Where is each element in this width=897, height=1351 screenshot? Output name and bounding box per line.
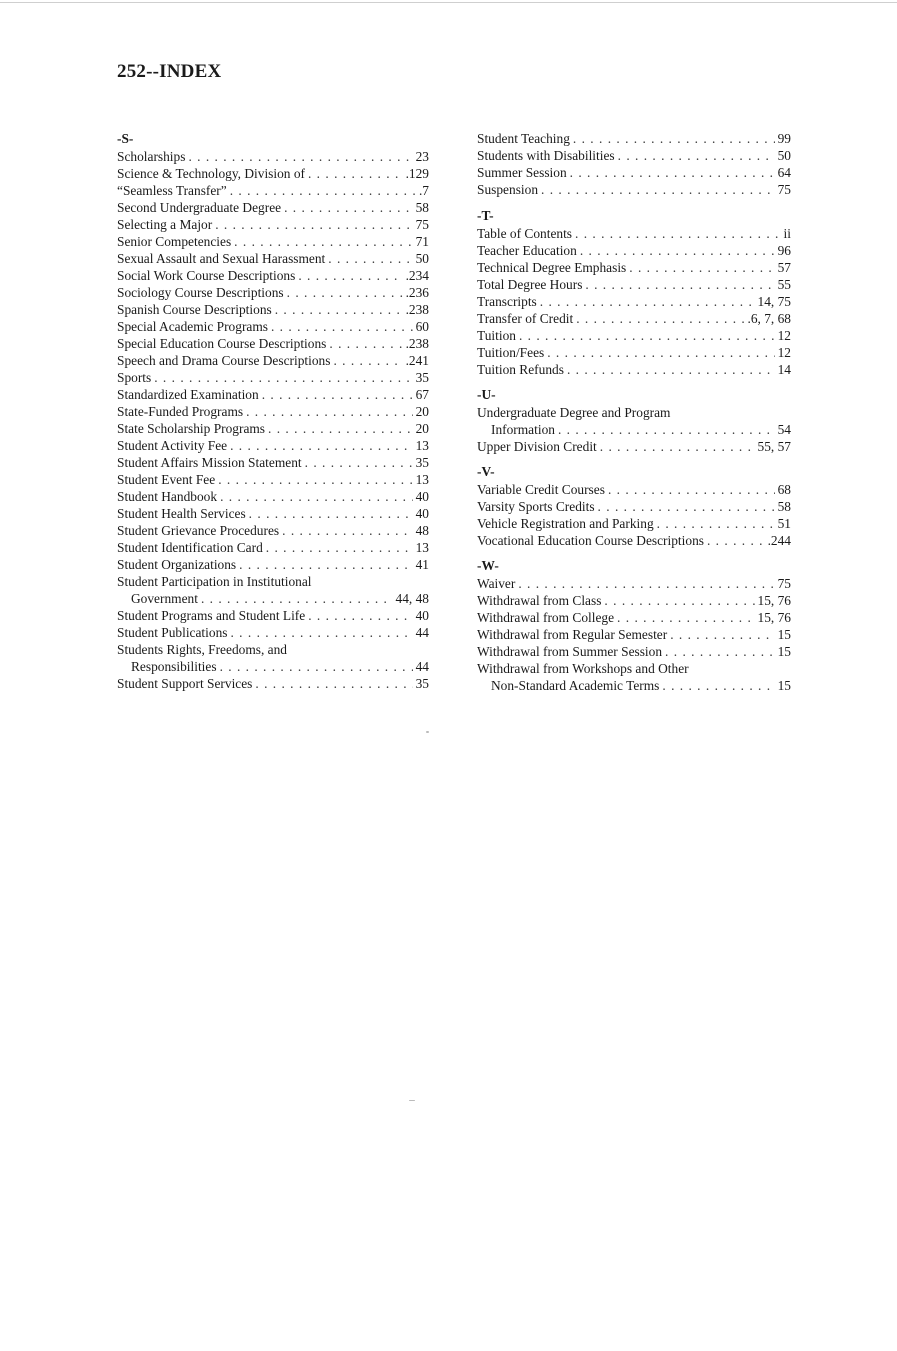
index-entry xyxy=(477,181,791,198)
index-entry-continuation xyxy=(477,421,791,438)
dot-leader xyxy=(547,344,774,361)
index-entry xyxy=(117,250,429,267)
index-entry-page: 41 xyxy=(415,557,429,572)
index-entry-continuation xyxy=(477,677,791,694)
index-entry-term: Standardized Examination xyxy=(117,387,259,402)
index-entry-term: Student Handbook xyxy=(117,489,218,504)
index-entry-term: Withdrawal from Regular Semester xyxy=(477,627,668,642)
index-entry-page: 15, 76 xyxy=(757,593,791,608)
index-entry-page: 57 xyxy=(777,260,791,275)
index-entry-page: 50 xyxy=(415,251,429,266)
section-letter-heading: -V- xyxy=(477,464,495,479)
dot-leader xyxy=(271,318,413,335)
index-entry xyxy=(477,515,791,532)
dot-leader xyxy=(328,250,412,267)
index-entry-page: 55 xyxy=(777,277,791,292)
index-entry xyxy=(117,556,429,573)
section-letter-heading: -S- xyxy=(117,131,134,146)
dot-leader xyxy=(333,352,402,369)
index-entry-term: State Scholarship Programs xyxy=(117,421,266,436)
index-entry-term: Table of Contents xyxy=(477,226,573,241)
index-entry-term: Summer Session xyxy=(477,165,567,180)
index-entry xyxy=(477,147,791,164)
dot-leader xyxy=(305,454,413,471)
index-section xyxy=(477,557,791,694)
index-entry-page: 20 xyxy=(415,404,429,419)
section-letter-heading: -U- xyxy=(477,387,496,402)
dot-leader xyxy=(585,276,774,293)
index-entry xyxy=(477,361,791,378)
index-section xyxy=(477,207,791,378)
index-entry-term: Student Affairs Mission Statement xyxy=(117,455,302,470)
index-entry xyxy=(117,352,429,369)
index-entry-page: 55, 57 xyxy=(757,439,791,454)
index-entry xyxy=(117,539,429,556)
index-entry xyxy=(117,199,429,216)
index-section xyxy=(477,386,791,455)
index-entry-term: Senior Competencies xyxy=(117,234,232,249)
index-entry xyxy=(117,267,429,284)
index-entry-page: 14 xyxy=(777,362,791,377)
index-entry-term: Withdrawal from College xyxy=(477,610,615,625)
index-entry-term: Selecting a Major xyxy=(117,217,213,232)
index-entry xyxy=(477,276,791,293)
dot-leader xyxy=(284,199,413,216)
index-entry xyxy=(117,454,429,471)
index-entry-page: 15, 76 xyxy=(757,610,791,625)
index-entry-term: Social Work Course Descriptions xyxy=(117,268,296,283)
index-entry-page: 96 xyxy=(777,243,791,258)
index-entry xyxy=(117,522,429,539)
index-entry-page: 15 xyxy=(777,678,791,693)
index-entry-term: Sociology Course Descriptions xyxy=(117,285,284,300)
index-entry-page: 75 xyxy=(777,576,791,591)
index-entry-term: Speech and Drama Course Descriptions xyxy=(117,353,331,368)
dot-leader xyxy=(215,216,412,233)
index-entry-page: 54 xyxy=(777,422,791,437)
dot-leader xyxy=(220,488,413,505)
dot-leader xyxy=(201,590,393,607)
index-entry-term: Student Support Services xyxy=(117,676,253,691)
dot-leader xyxy=(308,607,412,624)
dot-leader xyxy=(657,515,775,532)
index-entry xyxy=(117,641,429,675)
index-entry-page: 12 xyxy=(777,345,791,360)
index-entry-page: 35 xyxy=(415,370,429,385)
index-entry-term: Withdrawal from Summer Session xyxy=(477,644,663,659)
index-entry xyxy=(477,404,791,438)
dot-leader xyxy=(618,147,775,164)
dot-leader xyxy=(617,609,754,626)
dot-leader xyxy=(558,421,775,438)
index-entry xyxy=(117,488,429,505)
index-entry xyxy=(117,607,429,624)
index-entry-page: 68 xyxy=(777,482,791,497)
index-entry xyxy=(117,675,429,692)
index-entry xyxy=(477,626,791,643)
index-entry-term: Special Academic Programs xyxy=(117,319,268,334)
index-entry-page: 44 xyxy=(415,625,429,640)
index-entry-term: Withdrawal from Class xyxy=(477,593,602,608)
dot-leader xyxy=(220,658,413,675)
index-entry-page: 15 xyxy=(777,627,791,642)
index-entry xyxy=(477,481,791,498)
dot-leader xyxy=(575,225,781,242)
index-entry-page: 50 xyxy=(777,148,791,163)
index-entry-page: .238 xyxy=(405,336,429,351)
dot-leader xyxy=(573,130,775,147)
index-entry-term: Withdrawal from Workshops and Other xyxy=(477,661,689,676)
index-entry xyxy=(117,335,429,352)
index-entry-term-continued: Responsibilities xyxy=(131,659,217,674)
index-entry-page: 13 xyxy=(415,540,429,555)
dot-leader xyxy=(519,327,775,344)
index-entry-page: 35 xyxy=(415,676,429,691)
dot-leader xyxy=(567,361,775,378)
index-entry-page: 75 xyxy=(777,182,791,197)
dot-leader xyxy=(541,181,775,198)
index-entry-page: 44, 48 xyxy=(395,591,429,606)
index-entry-page: 51 xyxy=(777,516,791,531)
dot-leader xyxy=(230,624,412,641)
index-entry-page: 14, 75 xyxy=(757,294,791,309)
index-entry xyxy=(477,259,791,276)
index-entry-term: Student Health Services xyxy=(117,506,246,521)
index-entry-page: .129 xyxy=(405,166,429,181)
section-letter-heading: -T- xyxy=(477,208,494,223)
dot-leader xyxy=(308,165,403,182)
index-entry xyxy=(117,386,429,403)
index-entry xyxy=(117,318,429,335)
index-entry-term: Students with Disabilities xyxy=(477,148,615,163)
index-column-right xyxy=(477,130,791,694)
index-entry-page: 20 xyxy=(415,421,429,436)
dot-leader xyxy=(540,293,755,310)
index-entry xyxy=(117,420,429,437)
index-entry-term: Student Grievance Procedures xyxy=(117,523,280,538)
index-entry xyxy=(477,327,791,344)
index-entry xyxy=(117,403,429,420)
dot-leader xyxy=(266,539,413,556)
index-entry xyxy=(477,660,791,694)
index-entry-page: 15 xyxy=(777,644,791,659)
dot-leader xyxy=(629,259,774,276)
index-entry-term: Spanish Course Descriptions xyxy=(117,302,272,317)
index-entry xyxy=(477,498,791,515)
index-entry-term: Tuition/Fees xyxy=(477,345,545,360)
index-entry-page: 99 xyxy=(777,131,791,146)
index-entry xyxy=(477,225,791,242)
index-entry-term: Suspension xyxy=(477,182,539,197)
index-entry-page: 13 xyxy=(415,472,429,487)
index-entry-page: 23 xyxy=(415,149,429,164)
dot-leader xyxy=(246,403,413,420)
index-entry-page: .234 xyxy=(405,268,429,283)
dot-leader xyxy=(576,310,744,327)
index-entry-page: 60 xyxy=(415,319,429,334)
index-entry-term: Tuition Refunds xyxy=(477,362,564,377)
index-entry xyxy=(117,573,429,607)
index-entry-term-continued: Non-Standard Academic Terms xyxy=(491,678,660,693)
index-entry-page: .244 xyxy=(767,533,791,548)
index-entry-page: 48 xyxy=(415,523,429,538)
index-entry-term: Student Event Fee xyxy=(117,472,216,487)
dot-leader xyxy=(268,420,413,437)
index-entry-page: 75 xyxy=(415,217,429,232)
dot-leader xyxy=(580,242,775,259)
dot-leader xyxy=(255,675,412,692)
index-entry-term: Vehicle Registration and Parking xyxy=(477,516,654,531)
index-entry xyxy=(117,182,429,199)
dot-leader xyxy=(239,556,412,573)
index-entry xyxy=(477,438,791,455)
index-entry xyxy=(117,437,429,454)
dot-leader xyxy=(249,505,413,522)
dot-leader xyxy=(298,267,402,284)
index-entry xyxy=(117,216,429,233)
dot-leader xyxy=(707,532,765,549)
dot-leader xyxy=(604,592,754,609)
dot-leader xyxy=(188,148,412,165)
index-entry-term: State-Funded Programs xyxy=(117,404,244,419)
index-column-left xyxy=(117,130,429,692)
index-entry-term: Student Participation in Institutional xyxy=(117,574,312,589)
dot-leader xyxy=(230,437,413,454)
index-entry-page: 64 xyxy=(777,165,791,180)
dot-leader xyxy=(670,626,774,643)
dot-leader xyxy=(598,498,775,515)
index-entry-page: 44 xyxy=(415,659,429,674)
index-entry xyxy=(477,310,791,327)
scan-speck xyxy=(426,731,429,733)
dot-leader xyxy=(275,301,403,318)
index-section xyxy=(477,130,791,198)
dot-leader xyxy=(230,182,416,199)
index-entry-term: Students Rights, Freedoms, and xyxy=(117,642,287,657)
index-entry-term: Transcripts xyxy=(477,294,537,309)
dot-leader xyxy=(154,369,412,386)
index-entry-page: 40 xyxy=(415,489,429,504)
index-entry-page: 71 xyxy=(415,234,429,249)
index-entry-term: Scholarships xyxy=(117,149,186,164)
top-border-rule xyxy=(0,2,897,3)
index-entry xyxy=(477,592,791,609)
dot-leader xyxy=(287,284,403,301)
index-entry-page: 35 xyxy=(415,455,429,470)
index-entry-term: Student Identification Card xyxy=(117,540,263,555)
index-entry-page: 40 xyxy=(415,608,429,623)
index-entry-page: 13 xyxy=(415,438,429,453)
index-entry-page: 40 xyxy=(415,506,429,521)
index-entry xyxy=(117,369,429,386)
index-entry xyxy=(117,233,429,250)
index-entry xyxy=(117,505,429,522)
index-entry-page: .241 xyxy=(405,353,429,368)
index-entry-term: Technical Degree Emphasis xyxy=(477,260,627,275)
index-entry xyxy=(117,148,429,165)
index-entry-term: Variable Credit Courses xyxy=(477,482,605,497)
scan-speck xyxy=(409,1100,415,1101)
index-entry-term: Student Programs and Student Life xyxy=(117,608,306,623)
index-entry-term: Science & Technology, Division of xyxy=(117,166,305,181)
index-entry xyxy=(477,344,791,361)
index-entry xyxy=(477,242,791,259)
index-entry-page: .238 xyxy=(405,302,429,317)
index-entry-term: Varsity Sports Credits xyxy=(477,499,595,514)
index-entry xyxy=(117,301,429,318)
dot-leader xyxy=(329,335,402,352)
dot-leader xyxy=(665,643,775,660)
index-entry xyxy=(117,624,429,641)
dot-leader xyxy=(570,164,775,181)
index-entry-page: ii xyxy=(783,226,791,241)
index-entry-term-continued: Information xyxy=(491,422,555,437)
index-entry-term: Special Education Course Descriptions xyxy=(117,336,327,351)
index-entry-term: Tuition xyxy=(477,328,516,343)
index-entry-page: .236 xyxy=(405,285,429,300)
index-entry-term: Waiver xyxy=(477,576,516,591)
index-entry xyxy=(117,284,429,301)
index-entry xyxy=(477,609,791,626)
index-entry-term: “Seamless Transfer” xyxy=(117,183,227,198)
index-entry-term-continued: Government xyxy=(131,591,198,606)
index-section xyxy=(117,130,429,692)
index-entry xyxy=(477,532,791,549)
index-entry-term: Second Undergraduate Degree xyxy=(117,200,282,215)
page-header: 252--INDEX xyxy=(117,61,222,82)
index-entry-continuation xyxy=(117,590,429,607)
index-entry-page: 58 xyxy=(415,200,429,215)
dot-leader xyxy=(662,677,774,694)
index-entry xyxy=(477,643,791,660)
dot-leader xyxy=(234,233,412,250)
index-entry xyxy=(477,293,791,310)
index-section xyxy=(477,463,791,549)
index-entry-term: Teacher Education xyxy=(477,243,577,258)
dot-leader xyxy=(518,575,774,592)
index-entry-term: Student Activity Fee xyxy=(117,438,228,453)
index-entry-page: 67 xyxy=(415,387,429,402)
index-entry xyxy=(117,471,429,488)
index-entry xyxy=(477,575,791,592)
index-entry-term: Vocational Education Course Descriptions xyxy=(477,533,704,548)
index-entry-term: Student Teaching xyxy=(477,131,570,146)
index-entry-continuation xyxy=(117,658,429,675)
dot-leader xyxy=(262,386,413,403)
index-entry-page: .6, 7, 68 xyxy=(747,311,791,326)
index-entry xyxy=(477,164,791,181)
index-entry-term: Student Publications xyxy=(117,625,228,640)
index-entry-term: Upper Division Credit xyxy=(477,439,597,454)
index-entry-term: Transfer of Credit xyxy=(477,311,574,326)
index-entry-page: 12 xyxy=(777,328,791,343)
index-entry-term: Sexual Assault and Sexual Harassment xyxy=(117,251,326,266)
dot-leader xyxy=(218,471,412,488)
index-entry-term: Student Organizations xyxy=(117,557,237,572)
index-entry xyxy=(477,130,791,147)
index-entry-term: Sports xyxy=(117,370,152,385)
index-entry xyxy=(117,165,429,182)
index-entry-page: .7 xyxy=(418,183,429,198)
dot-leader xyxy=(608,481,775,498)
index-entry-term: Total Degree Hours xyxy=(477,277,583,292)
index-entry-page: 58 xyxy=(777,499,791,514)
section-letter-heading: -W- xyxy=(477,558,499,573)
dot-leader xyxy=(282,522,412,539)
index-entry-term: Undergraduate Degree and Program xyxy=(477,405,671,420)
dot-leader xyxy=(600,438,755,455)
